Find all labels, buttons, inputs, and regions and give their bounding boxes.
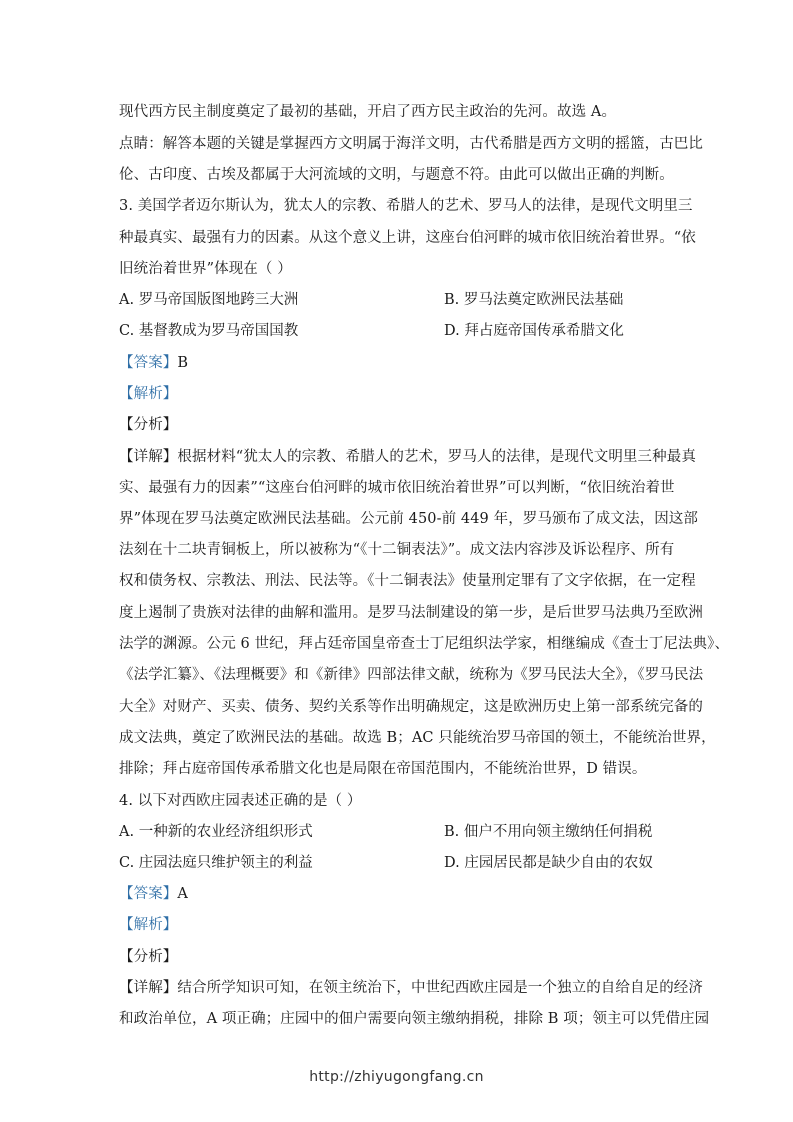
analysis-tag: 【解析】	[119, 386, 178, 402]
question-4-option-c: C. 庄园法庭只维护领主的利益	[119, 855, 313, 871]
detail-text: 结合所学知识可知，在领主统治下，中世纪西欧庄园是一个独立的自给自足的经济	[177, 980, 704, 996]
answer-value: B	[177, 355, 189, 371]
answer-tag: 【答案】	[119, 355, 178, 371]
detail-line: 法刻在十二块青铜板上，所以被称为“《十二铜表法》”。成文法内容涉及诉讼程序、所有	[119, 542, 675, 558]
question-4-option-b: B. 佃户不用向领主缴纳任何捐税	[444, 824, 653, 840]
question-3-option-b: B. 罗马法奠定欧洲民法基础	[444, 292, 624, 308]
detail-line: 和政治单位，A 项正确；庄园中的佃户需要向领主缴纳捐税，排除 B 项；领主可以凭借庄园	[119, 1011, 710, 1027]
detail-line: 《法学汇纂》、《法理概要》和《新律》四部法律文献，统称为《罗马民法大全》，《罗马民法	[119, 667, 704, 683]
question-4-option-d: D. 庄园居民都是缺少自由的农奴	[444, 855, 653, 871]
detail-line	[119, 978, 704, 998]
fenxi-tag: 【分析】	[119, 417, 178, 433]
detail-tag: 【详解】	[119, 980, 178, 996]
question-4-stem: 4. 以下对西欧庄园表述正确的是（ ）	[119, 793, 362, 809]
question-4-option-a: A. 一种新的农业经济组织形式	[119, 824, 313, 840]
detail-line: 大全》对财产、买卖、债务、契约关系等作出明确规定，这是欧洲历史上第一部系统完备的	[119, 699, 703, 715]
detail-line: 法学的渊源。公元 6 世纪，拜占廷帝国皇帝查士丁尼组织法学家，相继编成《查士丁尼法典》、	[119, 636, 730, 652]
question-3-stem: 3. 美国学者迈尔斯认为，犹太人的宗教、希腊人的艺术、罗马人的法律，是现代文明里三	[119, 198, 693, 214]
fenxi-tag: 【分析】	[119, 949, 178, 965]
question-3-option-a: A. 罗马帝国版图地跨三大洲	[119, 292, 299, 308]
detail-line: 权和债务权、宗教法、刑法、民法等。《十二铜表法》使量刑定罪有了文字依据，在一定程	[119, 573, 696, 589]
question-3-option-c: C. 基督教成为罗马帝国国教	[119, 323, 299, 339]
paragraph-line: 点睛：解答本题的关键是掌握西方文明属于海洋文明，古代希腊是西方文明的摇篮，古巴比	[119, 136, 703, 152]
answer-tag: 【答案】	[119, 886, 178, 902]
question-3-stem: 旧统治着世界”体现在（ ）	[119, 261, 292, 277]
detail-text: 根据材料“犹太人的宗教、希腊人的艺术，罗马人的法律，是现代文明里三种最真	[177, 449, 696, 465]
detail-line: 排除；拜占庭帝国传承希腊文化也是局限在帝国范围内，不能统治世界，D 错误。	[119, 761, 647, 777]
question-3-stem: 种最真实、最强有力的因素。从这个意义上讲，这座台伯河畔的城市依旧统治着世界。“依	[119, 230, 696, 246]
detail-line: 成文法典，奠定了欧洲民法的基础。故选 B；AC 只能统治罗马帝国的领土，不能统治世界，	[119, 730, 716, 746]
paragraph-line: 现代西方民主制度奠定了最初的基础，开启了西方民主政治的先河。故选 A。	[119, 104, 617, 120]
analysis-tag: 【解析】	[119, 917, 178, 933]
detail-line: 实、最强有力的因素”“这座台伯河畔的城市依旧统治着世界”可以判断，“依旧统治着世	[119, 480, 675, 496]
detail-line	[119, 447, 696, 467]
answer-row	[119, 353, 679, 373]
footer-url: http://zhiyugongfang.cn	[309, 1069, 484, 1085]
detail-line: 度上遏制了贵族对法律的曲解和滥用。是罗马法制建设的第一步，是后世罗马法典乃至欧洲	[119, 605, 703, 621]
detail-line: 界”体现在罗马法奠定欧洲民法基础。公元前 450-前 449 年，罗马颁布了成文法，因这部	[119, 511, 698, 527]
answer-row	[119, 884, 679, 904]
paragraph-line: 伦、古印度、古埃及都属于大河流域的文明，与题意不符。由此可以做出正确的判断。	[119, 167, 674, 183]
answer-value: A	[177, 886, 188, 902]
question-3-option-d: D. 拜占庭帝国传承希腊文化	[444, 323, 624, 339]
detail-tag: 【详解】	[119, 449, 178, 465]
